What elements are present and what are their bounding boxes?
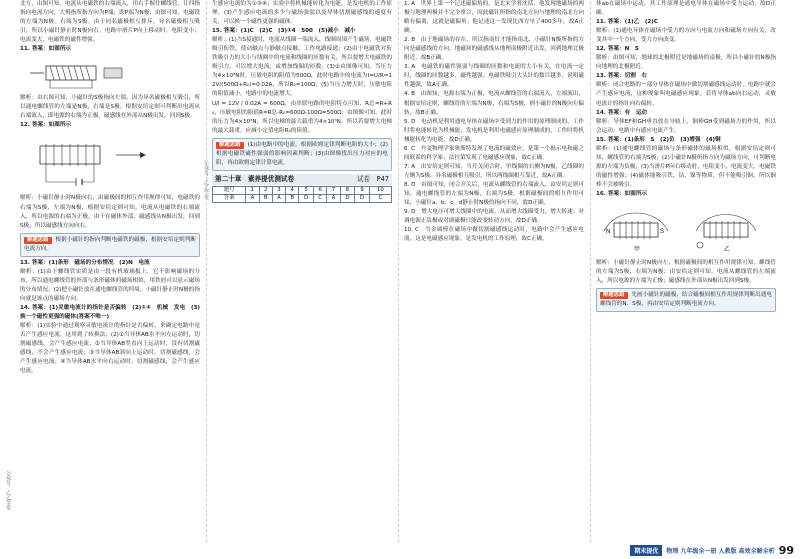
paragraph: 6. C 丹麦物理学家奥斯特发现了电流的磁效应，是第一个揭示电和磁之间联系的科学家；法拉第发现了电磁感应现象，故C正确。 [404, 145, 584, 161]
tip-text: (1)由电路中的电流，根据欧姆定律判断电阻的大小；(2)根据电磁铁磁性强弱的影响因素判断；(3)由图像找出压力对应的电阻，再由欧姆定律计算电流。 [216, 141, 388, 166]
paragraph: 2. B 由于地磁场的存在，所以指南针才能指南北，小磁针N极所指的方向是磁感线的方向，地磁场的磁感线从地理南极附近出发，回到地理北极附近，故B正确。 [404, 37, 584, 62]
answer-heading: 13. 答案：切割 右 [596, 73, 648, 80]
paragraph: 解析：(1)实验中通过观察灵敏电流计的指针是否偏转，来确定电路中是否产生感应电流，这用到了转换法；(2)①当导体AB水平向左运动时，切割磁感线，会产生感应电流；②当导体AB竖直向上运动时，没有切割磁感线，不会产生感应电流；③当导体AB斜向上运动时，切割磁感线，会产生感应电流；④当导体AB水平向右运动时，切割磁感线，会产生感应电流。 [20, 323, 200, 375]
table-cell: A [327, 194, 340, 202]
figure-electromagnet-1 [20, 56, 200, 92]
section-page-ref: 试卷 P47 [356, 174, 389, 183]
paragraph: 解析：(1)由于螺线管实质是由一段有机玻璃板上，它不影响磁场的分布，所以通电螺线管的外部与条形磁体的磁场相似，用铁屑可以显示磁场的分布情况。(2)把小磁针放在通电螺线管的四周，小磁针静止时N极的指向就是该点的磁场方向。 [20, 268, 200, 302]
table-cell: B [259, 194, 272, 202]
answer-heading: 16. 答案：如图所示 [596, 190, 648, 197]
footer-badge: 期末提优 [630, 545, 662, 556]
section-title-text: 第二十章 素养提优测试卷 [215, 174, 295, 183]
answer-heading: 11. 答案：如图所示 [20, 46, 72, 53]
paragraph: 5. D 电动机是利用通电导体在磁场中受到力的作用的原理制成的，工作时将电能转化为机械能；发电机是利用电磁感应原理制成的，工作时将机械能转化为电能，故D正确。 [404, 118, 584, 143]
tip-badge: 解题思路 [216, 142, 244, 149]
answer-heading: 15. 答案：(1)C (2)C (3)①4 500 (5)减小 减小 [212, 28, 356, 35]
paragraph: 4. B 由图知，电源右端为正极，电流从螺线管的右端流入，左端流出，根据安培定则，螺线管的左端为N极，右端为S极，则小磁针的N极向左偏转，故B正确。 [404, 91, 584, 116]
answer-table [212, 186, 392, 203]
paragraph: 1. A 世界上第一个记述磁偏角的，是北宋学者沈括，他发现地磁场的两极与地理两极并不完全重合，因此磁针所指的南北方向与地理的南北方向略有偏离，这就是磁偏角；他记述这一发现比西方早了400多年，故A正确。 [404, 1, 584, 35]
table-cell: D [355, 194, 370, 202]
table-cell: 2 [259, 186, 272, 194]
table-header: 答案 [213, 194, 246, 202]
paragraph: 3. A 电磁铁的磁性强弱与线圈的匝数和电流的大小有关，在电流一定时，线圈的匝数越多，磁性越强；电磁铁吸引大头针的数目越多，说明磁性越强，故A正确。 [404, 64, 584, 89]
table-cell: D [299, 194, 314, 202]
fig-label-n: N [606, 229, 611, 236]
paragraph: 体ab在磁场中运动，其工作原理是通电导体在磁场中受力运动，故D正确。 [596, 1, 776, 17]
paragraph: 解析：由右图可知，小磁针的S极指向左端，因为异名磁极相互吸引，所以通电螺线管的左端是N极，右端是S极。根据安培定则可判断出电流从右端流入，即电源的右端为正极。磁感线在外部从N极出发，回到S极。 [20, 95, 200, 120]
table-row [213, 194, 392, 202]
answer-heading: 15. 答案：(1)条形 S (2)负 (3)增强 (4)铜 [596, 136, 721, 143]
table-cell: 1 [246, 186, 259, 194]
answer-heading: 14. 答案：有 运动 [596, 109, 648, 116]
paragraph: 7. A 由安培定则可知，当开关闭合时，甲线圈的右侧为N极，乙线圈的左侧为S极，异名磁极相互吸引，所以两线圈相互靠近，故A正确。 [404, 163, 584, 179]
page-number: 99 [778, 544, 794, 557]
paragraph: 解析：导体EF和GH垂直放在导轨上，铜棒GH受到磁场力的作用，所以会运动；电路中有感应电流产生。 [596, 118, 776, 134]
tip-text: 先画小磁针的磁极，结合磁极间相互作用规律判断出通电螺线管的N、S极，再由安培定则判断电流方向。 [600, 292, 772, 308]
table-cell: 7 [327, 186, 340, 194]
table-cell: 6 [313, 186, 326, 194]
table-cell: C [369, 194, 391, 202]
tip-box [596, 288, 776, 312]
column-2 [212, 0, 392, 544]
table-cell: 9 [355, 186, 370, 194]
paragraph: 解析：由图可知，地球的北极附近是地磁场的南极，所以小磁针的N极指向地理的北极附近。 [596, 55, 776, 71]
fig-label-b: 乙 [724, 247, 731, 254]
paragraph: U/I = 12V / 0.02A = 600Ω，由串联电路的电阻特点可知，R总=R+R₀，压敏电阻的阻值R=R总-R₀=600Ω-100Ω=500Ω；由图像可知，此时的压力为4×10³N，所以电梯的最大载重为4×10³N，所以若要增大电梯的最大载重，应减小定值电阻R₀的阻值。 [212, 100, 392, 134]
watermark-left: 公众号：乙乙学堂 [5, 470, 11, 510]
table-cell: C [313, 194, 326, 202]
figure-electromagnet-2 [20, 132, 200, 192]
paragraph: 解析：(1)当S接通时，电流从线圈一端流入，线圈周围产生磁场，电磁铁吸引衔铁，使动触点与静触点接触，工作电路接通；(2)由于电磁铁对衔铁吸引力的大小与线圈中的电流和线圈的匝数有关，所以要增大电磁铁的吸引力，可以增大电流，或增加线圈的匝数；(3)①由图像可知，当压力为4×10³N时，压敏电阻的阻值为500Ω，此时电路中的电流为I=U/R=12V/(500Ω+R₀)=0.02A，所以R₀=100Ω；(5)当压力增大时，压敏电阻的阻值减小，电路中的电流增大。 [212, 37, 392, 98]
column-3 [404, 0, 584, 544]
figure-solenoids [596, 201, 776, 257]
answer-heading: 12. 答案：如图所示 [20, 122, 72, 129]
tip-badge: 解题思路 [24, 237, 52, 244]
table-cell: 8 [340, 186, 355, 194]
table-cell: 5 [299, 186, 314, 194]
column-4 [596, 0, 776, 544]
fig-label-s: S [660, 229, 665, 236]
table-cell: B [286, 194, 299, 202]
fig-label-a: 甲 [634, 247, 641, 254]
section-title [212, 174, 392, 185]
paragraph: 解析：闭合电路的一部分导体在磁场中做切割磁感线运动时，电路中就会产生感应电流，这种现象叫电磁感应现象。若将导体ab向右运动，灵敏电流计的指针向右偏转。 [596, 82, 776, 107]
tip-text: 根据小磁针的指向判断电磁铁的磁极，根据安培定则判断电流方向。 [24, 236, 196, 252]
paragraph: 解析：(1)通电螺线管的磁场与条形磁体的磁场相似，根据安培定则可知，螺线管的右端为S极；(2)小磁针N极所指方向为磁场方向，可判断电源的左端为负极；(3)当滑片P向右移动时，电阻变小，电流变大，电磁铁的磁性增强；(4)磁体能吸引铁、钴、镍等物质，但不能吸引铜，所以铜棒不会被吸引。 [596, 145, 776, 188]
tip-badge: 解题思路 [600, 292, 628, 299]
table-row [213, 186, 392, 194]
table-cell: A [246, 194, 259, 202]
column-1 [20, 0, 200, 544]
footer-bar [630, 544, 794, 557]
table-cell: 3 [272, 186, 285, 194]
column-divider [398, 2, 399, 542]
paragraph: 北方，由图可知，电流从电磁铁的右端流入，用右手握住螺线管，让四指指向电流方向，大拇指所指方向为P端，即P端为N极；由图可知，电磁铁的左端为N极，右端为S极。由于同名磁极相互排斥，异名磁极相互吸引，所以小磁针静止时N极向右。电路中滑片P向上移动时，电阻变小，电流变大，电磁铁的磁性增强。 [20, 1, 200, 44]
paragraph: 解析：小磁针静止时N极向右，由磁极间的相互作用规律可知，电磁铁的右端为S极，左端为N极，根据安培定则可知，电流从电磁铁的右端流入，所以电源的右端为正极，由于在磁体外部，磁感线从N极出发，回到S极，所以磁感线方向向右。 [20, 195, 200, 229]
paragraph: 8. D 由图可知，闭合开关后，电流从螺线管的右端流入，由安培定则可知，通电螺线管的左端为N极，右端为S极，根据磁极间的相互作用可知，小磁针a、b、c、d静止时N极的指向不同，故D正确。 [404, 181, 584, 207]
answer-heading: 14. 答案：(1)灵敏电流计的指针是否偏转 (2)①④ 机械 发电 (3)换一个磁性更强的磁体(答案不唯一) [20, 304, 200, 321]
paragraph: 生感应电流的为①③④；实验中将机械能转化为电能，是发电机的工作原理。(3)产生感应电流的多少与磁场强弱以及导体切割磁感线的速度有关，可以换一个磁性更强的磁体。 [212, 1, 392, 26]
answer-heading: 11. 答案：(1)乙 (2)C [596, 19, 658, 26]
footer-title: 物理 九年级全一册 人教版 高效全解全析 [666, 548, 775, 555]
tip-box [212, 138, 392, 171]
table-cell: D [340, 194, 355, 202]
paragraph: 解析：(1)通电导体在磁场中受力的方向与电流方向和磁场方向有关，改变其中一个方向，受力方向改变。 [596, 28, 776, 44]
table-header: 题号 [213, 186, 246, 194]
table-cell: 4 [286, 186, 299, 194]
watermark-side: 公众号：乙乙学堂 [203, 160, 209, 200]
table-cell: 10 [369, 186, 391, 194]
paragraph: 9. D 增大电压可增大线圈中的电流，从而增大线圈受力，增大转速；对调电源正负极或对调磁极只能改变转动方向，故D正确。 [404, 209, 584, 225]
paragraph: 解析：小磁针静止时N极向左，根据磁极间的相互作用规律可知，螺线管的左端为S极，右端为N极；由安培定则可知，电流从螺线管的左端流入，所以电源的左端为正极；磁感线在外部从N极出发回到S极。 [596, 260, 776, 285]
column-divider [590, 2, 591, 542]
column-divider [206, 2, 207, 542]
answer-heading: 12. 答案：N S [596, 46, 639, 53]
paragraph: 10. C 当金属棒在磁场中做切割磁感线运动时，电路中会产生感应电流，这是电磁感应现象，是发电机的工作原理，故C正确。 [404, 227, 584, 243]
table-cell: A [272, 194, 285, 202]
footer [0, 545, 800, 559]
tip-box [20, 233, 200, 257]
answer-heading: 13. 答案：(1)条形 磁场的分布情况 (2)N 电流 [20, 259, 150, 266]
